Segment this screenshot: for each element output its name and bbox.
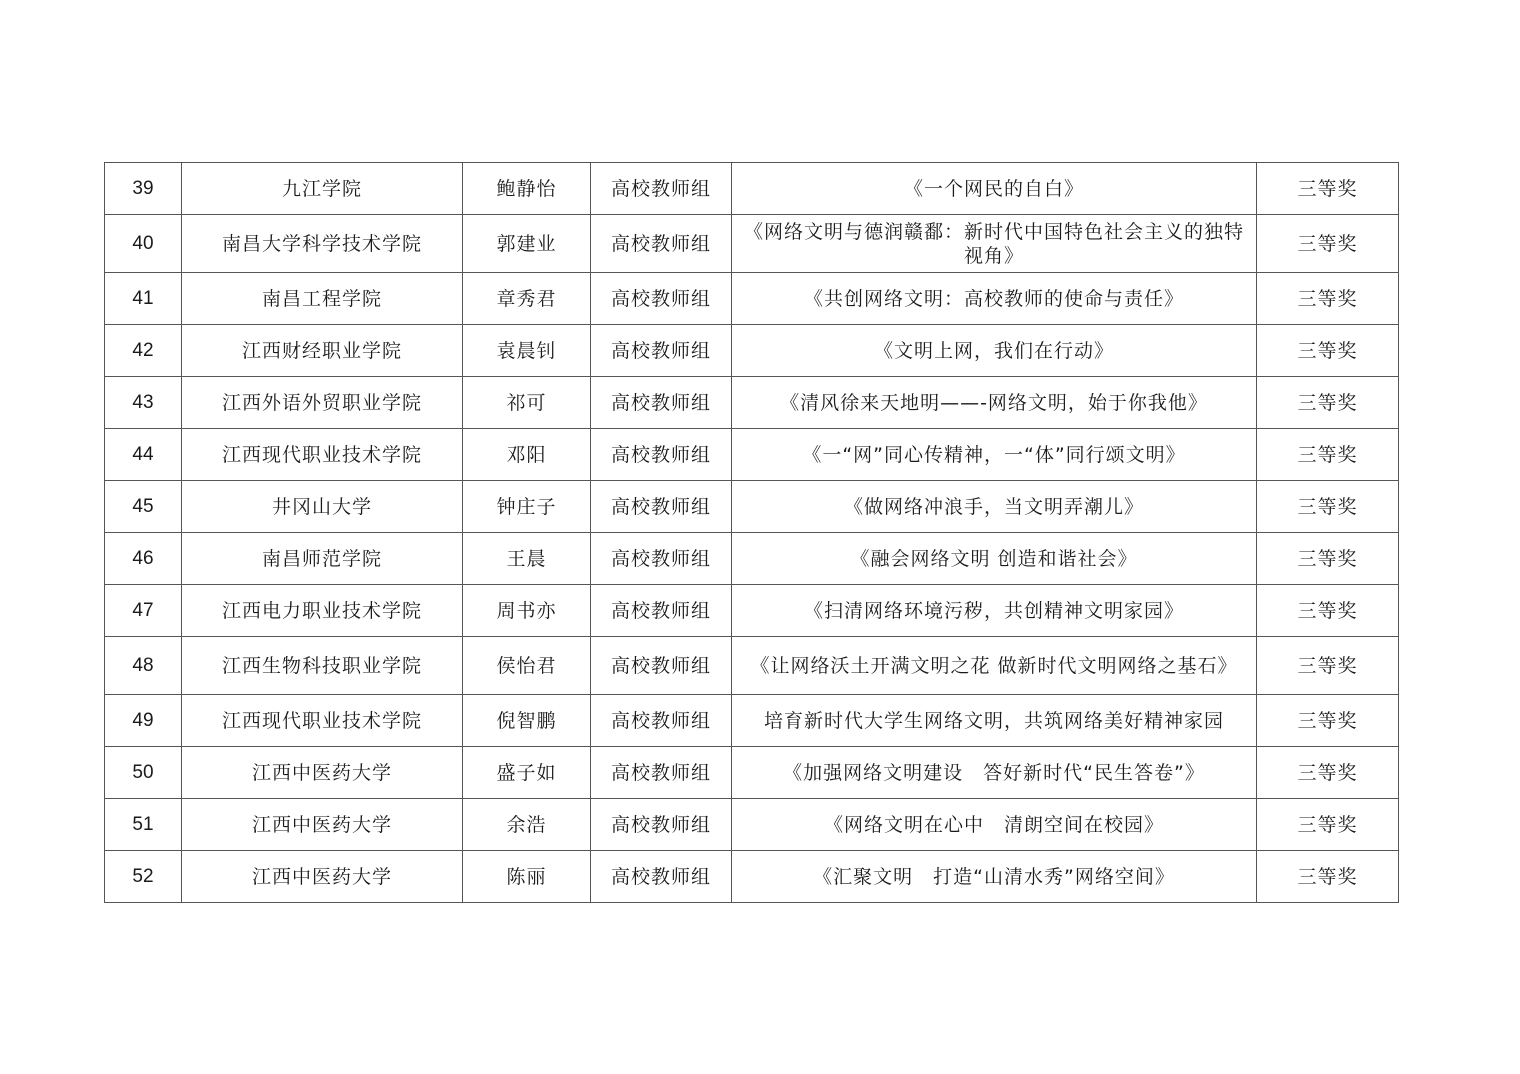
awards-table	[104, 162, 1399, 903]
group-cell: 高校教师组	[591, 481, 732, 533]
group-cell: 高校教师组	[591, 215, 732, 273]
group-cell: 高校教师组	[591, 429, 732, 481]
school-cell: 九江学院	[182, 163, 463, 215]
award-cell: 三等奖	[1257, 585, 1399, 637]
award-cell: 三等奖	[1257, 637, 1399, 695]
group-cell: 高校教师组	[591, 533, 732, 585]
title-cell: 《一个网民的自白》	[732, 163, 1257, 215]
row-number: 46	[105, 533, 182, 585]
table-row	[105, 163, 1399, 215]
title-cell: 《扫清网络环境污秽，共创精神文明家园》	[732, 585, 1257, 637]
name-cell: 侯怡君	[463, 637, 591, 695]
award-cell: 三等奖	[1257, 163, 1399, 215]
group-cell: 高校教师组	[591, 799, 732, 851]
award-cell: 三等奖	[1257, 799, 1399, 851]
name-cell: 袁晨钊	[463, 325, 591, 377]
table-row	[105, 585, 1399, 637]
row-number: 42	[105, 325, 182, 377]
school-cell: 南昌师范学院	[182, 533, 463, 585]
row-number: 41	[105, 273, 182, 325]
school-cell: 江西中医药大学	[182, 799, 463, 851]
name-cell: 盛子如	[463, 747, 591, 799]
row-number: 52	[105, 851, 182, 903]
group-cell: 高校教师组	[591, 325, 732, 377]
table-row	[105, 851, 1399, 903]
award-cell: 三等奖	[1257, 747, 1399, 799]
group-cell: 高校教师组	[591, 585, 732, 637]
group-cell: 高校教师组	[591, 163, 732, 215]
title-cell: 《共创网络文明：高校教师的使命与责任》	[732, 273, 1257, 325]
award-cell: 三等奖	[1257, 215, 1399, 273]
group-cell: 高校教师组	[591, 695, 732, 747]
title-cell: 《文明上网，我们在行动》	[732, 325, 1257, 377]
group-cell: 高校教师组	[591, 747, 732, 799]
name-cell: 章秀君	[463, 273, 591, 325]
group-cell: 高校教师组	[591, 851, 732, 903]
row-number: 39	[105, 163, 182, 215]
award-cell: 三等奖	[1257, 851, 1399, 903]
title-cell: 《融会网络文明 创造和谐社会》	[732, 533, 1257, 585]
table-row	[105, 799, 1399, 851]
title-cell: 《让网络沃土开满文明之花 做新时代文明网络之基石》	[732, 637, 1257, 695]
school-cell: 江西外语外贸职业学院	[182, 377, 463, 429]
title-cell: 《汇聚文明 打造“山清水秀”网络空间》	[732, 851, 1257, 903]
name-cell: 陈丽	[463, 851, 591, 903]
table-row	[105, 747, 1399, 799]
school-cell: 井冈山大学	[182, 481, 463, 533]
award-cell: 三等奖	[1257, 429, 1399, 481]
award-cell: 三等奖	[1257, 325, 1399, 377]
table-row	[105, 325, 1399, 377]
row-number: 45	[105, 481, 182, 533]
name-cell: 倪智鹏	[463, 695, 591, 747]
table-row	[105, 429, 1399, 481]
name-cell: 王晨	[463, 533, 591, 585]
award-cell: 三等奖	[1257, 533, 1399, 585]
table-row	[105, 481, 1399, 533]
name-cell: 鲍静怡	[463, 163, 591, 215]
row-number: 50	[105, 747, 182, 799]
table-row	[105, 533, 1399, 585]
school-cell: 江西中医药大学	[182, 851, 463, 903]
row-number: 47	[105, 585, 182, 637]
school-cell: 江西财经职业学院	[182, 325, 463, 377]
school-cell: 江西生物科技职业学院	[182, 637, 463, 695]
group-cell: 高校教师组	[591, 637, 732, 695]
school-cell: 江西中医药大学	[182, 747, 463, 799]
row-number: 40	[105, 215, 182, 273]
table-row	[105, 695, 1399, 747]
name-cell: 祁可	[463, 377, 591, 429]
row-number: 48	[105, 637, 182, 695]
title-cell: 《网络文明与德润赣鄱：新时代中国特色社会主义的独特视角》	[732, 215, 1257, 273]
award-cell: 三等奖	[1257, 695, 1399, 747]
name-cell: 邓阳	[463, 429, 591, 481]
name-cell: 钟庄子	[463, 481, 591, 533]
title-cell: 《一“网”同心传精神，一“体”同行颂文明》	[732, 429, 1257, 481]
school-cell: 江西现代职业技术学院	[182, 695, 463, 747]
group-cell: 高校教师组	[591, 377, 732, 429]
row-number: 49	[105, 695, 182, 747]
title-cell: 《加强网络文明建设 答好新时代“民生答卷”》	[732, 747, 1257, 799]
award-cell: 三等奖	[1257, 481, 1399, 533]
table-row	[105, 273, 1399, 325]
award-cell: 三等奖	[1257, 377, 1399, 429]
name-cell: 郭建业	[463, 215, 591, 273]
row-number: 43	[105, 377, 182, 429]
title-cell: 《网络文明在心中 清朗空间在校园》	[732, 799, 1257, 851]
table-row	[105, 377, 1399, 429]
name-cell: 余浩	[463, 799, 591, 851]
title-cell: 《做网络冲浪手，当文明弄潮儿》	[732, 481, 1257, 533]
table-row	[105, 215, 1399, 273]
title-cell: 《清风徐来天地明——-网络文明，始于你我他》	[732, 377, 1257, 429]
table-row	[105, 637, 1399, 695]
group-cell: 高校教师组	[591, 273, 732, 325]
row-number: 44	[105, 429, 182, 481]
name-cell: 周书亦	[463, 585, 591, 637]
school-cell: 南昌工程学院	[182, 273, 463, 325]
title-cell: 培育新时代大学生网络文明，共筑网络美好精神家园	[732, 695, 1257, 747]
school-cell: 江西电力职业技术学院	[182, 585, 463, 637]
row-number: 51	[105, 799, 182, 851]
school-cell: 南昌大学科学技术学院	[182, 215, 463, 273]
award-cell: 三等奖	[1257, 273, 1399, 325]
school-cell: 江西现代职业技术学院	[182, 429, 463, 481]
